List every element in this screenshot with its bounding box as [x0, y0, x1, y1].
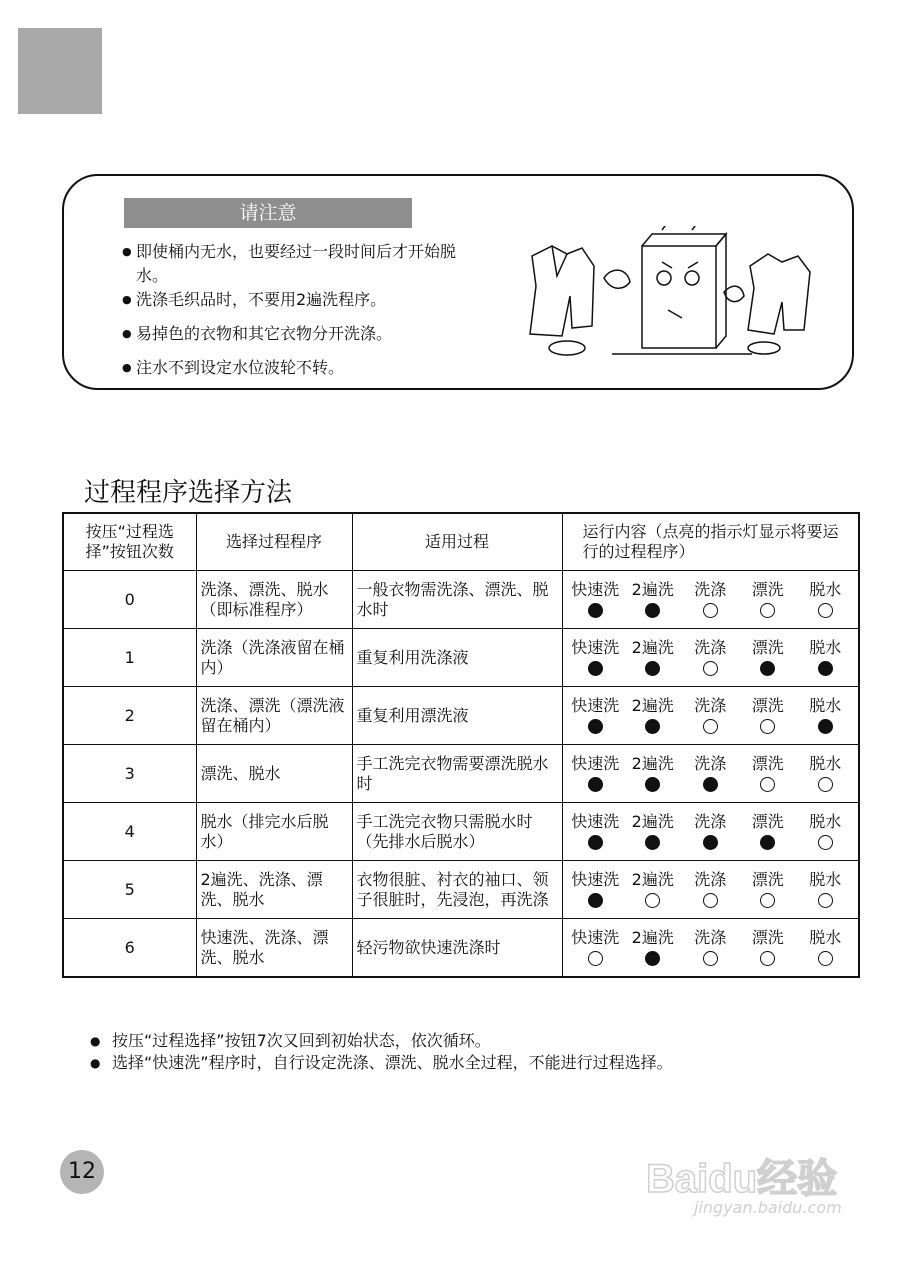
- cell-indicators: [562, 687, 859, 745]
- notice-title: 请注意: [124, 198, 412, 228]
- cell-presses: 5: [63, 861, 196, 919]
- notice-item: ● 即使桶内无水，也要经过一段时间后才开始脱水。: [122, 240, 482, 288]
- indicator-unlit-icon: [818, 951, 833, 966]
- indicator-label: 2遍洗: [631, 580, 674, 599]
- indicator-label: 脱水: [809, 638, 842, 657]
- indicator-unlit-icon: [703, 951, 718, 966]
- notice-box: [62, 174, 854, 390]
- indicator-unlit-icon: [760, 777, 775, 792]
- notice-item: ● 洗涤毛织品时，不要用2遍洗程序。: [122, 288, 482, 312]
- indicator-lit-icon: [645, 661, 660, 676]
- program-table: [62, 512, 860, 978]
- indicator-label: 2遍洗: [631, 638, 674, 657]
- indicator-label: 快速洗: [571, 580, 620, 599]
- baidu-watermark: [640, 1150, 860, 1230]
- indicator-unlit-icon: [818, 835, 833, 850]
- cell-indicators: [562, 629, 859, 687]
- indicator-label: 快速洗: [571, 928, 620, 947]
- page-number: 12: [60, 1150, 104, 1194]
- indicator-grid: [567, 755, 855, 792]
- indicator-label: 脱水: [809, 754, 842, 773]
- indicator-unlit-icon: [703, 719, 718, 734]
- indicator-label: 洗涤: [694, 812, 727, 831]
- cell-usage: 手工洗完衣物需要漂洗脱水时: [352, 745, 562, 803]
- indicator-lit-icon: [760, 835, 775, 850]
- table-body: [63, 571, 859, 978]
- indicator-lit-icon: [588, 719, 603, 734]
- indicator-label: 快速洗: [571, 696, 620, 715]
- indicator-grid: [567, 639, 855, 676]
- indicator-label: 洗涤: [694, 870, 727, 889]
- svg-text:Baidu经验: Baidu经验: [646, 1157, 838, 1201]
- indicator-label: 脱水: [809, 928, 842, 947]
- indicator-lit-icon: [818, 661, 833, 676]
- indicator-grid: [567, 871, 855, 908]
- cell-usage: 重复利用洗涤液: [352, 629, 562, 687]
- cell-program: 漂洗、脱水: [196, 745, 352, 803]
- indicator-grid: [567, 581, 855, 618]
- table-header-row: [63, 513, 859, 571]
- indicator-unlit-icon: [645, 893, 660, 908]
- cell-indicators: [562, 803, 859, 861]
- indicator-label: 2遍洗: [631, 812, 674, 831]
- indicator-unlit-icon: [703, 603, 718, 618]
- cell-presses: 3: [63, 745, 196, 803]
- indicator-label: 2遍洗: [631, 696, 674, 715]
- cell-presses: 1: [63, 629, 196, 687]
- indicator-lit-icon: [588, 661, 603, 676]
- indicator-lit-icon: [703, 835, 718, 850]
- table-row: [63, 919, 859, 978]
- footnotes: [90, 1030, 850, 1074]
- indicator-unlit-icon: [703, 661, 718, 676]
- indicator-label: 快速洗: [571, 638, 620, 657]
- table-row: [63, 629, 859, 687]
- section-title: 过程程序选择方法: [84, 478, 293, 508]
- indicator-label: 漂洗: [751, 696, 784, 715]
- footnote: ● 选择“快速洗”程序时，自行设定洗涤、漂洗、脱水全过程，不能进行过程选择。: [90, 1052, 850, 1074]
- table-row: [63, 687, 859, 745]
- indicator-label: 快速洗: [571, 870, 620, 889]
- indicator-label: 2遍洗: [631, 870, 674, 889]
- indicator-grid: [567, 697, 855, 734]
- cell-indicators: [562, 861, 859, 919]
- indicator-unlit-icon: [703, 893, 718, 908]
- header-presses: 按压“过程选择”按钮次数: [63, 513, 196, 571]
- indicator-label: 洗涤: [694, 754, 727, 773]
- indicator-label: 2遍洗: [631, 928, 674, 947]
- header-program: 选择过程程序: [196, 513, 352, 571]
- cell-presses: 6: [63, 919, 196, 978]
- indicator-label: 洗涤: [694, 928, 727, 947]
- indicator-lit-icon: [588, 835, 603, 850]
- indicator-label: 脱水: [809, 696, 842, 715]
- indicator-lit-icon: [588, 893, 603, 908]
- indicator-label: 洗涤: [694, 580, 727, 599]
- indicator-unlit-icon: [760, 893, 775, 908]
- indicator-unlit-icon: [588, 951, 603, 966]
- indicator-lit-icon: [818, 719, 833, 734]
- indicator-label: 漂洗: [751, 580, 784, 599]
- cell-usage: 轻污物欲快速洗涤时: [352, 919, 562, 978]
- cell-usage: 一般衣物需洗涤、漂洗、脱水时: [352, 571, 562, 629]
- indicator-lit-icon: [760, 661, 775, 676]
- table-row: [63, 803, 859, 861]
- cell-usage: 重复利用漂洗液: [352, 687, 562, 745]
- indicator-lit-icon: [645, 777, 660, 792]
- indicator-label: 漂洗: [751, 812, 784, 831]
- table-row: [63, 571, 859, 629]
- indicator-lit-icon: [645, 603, 660, 618]
- watermark-url: jingyan.baidu.com: [694, 1198, 842, 1217]
- cell-presses: 2: [63, 687, 196, 745]
- indicator-label: 脱水: [809, 870, 842, 889]
- corner-tab: [18, 28, 102, 114]
- notice-item: ● 易掉色的衣物和其它衣物分开洗涤。: [122, 322, 482, 346]
- indicator-lit-icon: [703, 777, 718, 792]
- cell-program: 洗涤、漂洗、脱水（即标准程序）: [196, 571, 352, 629]
- indicator-unlit-icon: [760, 719, 775, 734]
- cell-indicators: [562, 745, 859, 803]
- cell-program: 2遍洗、洗涤、漂洗、脱水: [196, 861, 352, 919]
- cell-indicators: [562, 919, 859, 978]
- cell-program: 洗涤、漂洗（漂洗液留在桶内）: [196, 687, 352, 745]
- indicator-label: 漂洗: [751, 754, 784, 773]
- indicator-lit-icon: [588, 777, 603, 792]
- baidu-logo-icon: [640, 1150, 860, 1202]
- indicator-unlit-icon: [818, 893, 833, 908]
- indicator-grid: [567, 813, 855, 850]
- indicator-grid: [567, 929, 855, 966]
- washing-machine-illustration: [512, 226, 812, 366]
- table-row: [63, 861, 859, 919]
- indicator-lit-icon: [588, 603, 603, 618]
- indicator-lit-icon: [645, 719, 660, 734]
- indicator-unlit-icon: [818, 777, 833, 792]
- indicator-label: 2遍洗: [631, 754, 674, 773]
- indicator-unlit-icon: [818, 603, 833, 618]
- indicator-unlit-icon: [760, 951, 775, 966]
- indicator-unlit-icon: [760, 603, 775, 618]
- indicator-label: 洗涤: [694, 638, 727, 657]
- cell-presses: 4: [63, 803, 196, 861]
- notice-item: ● 注水不到设定水位波轮不转。: [122, 356, 482, 380]
- indicator-label: 漂洗: [751, 638, 784, 657]
- header-usage: 适用过程: [352, 513, 562, 571]
- header-content: 运行内容（点亮的指示灯显示将要运行的过程程序）: [562, 513, 859, 571]
- indicator-label: 洗涤: [694, 696, 727, 715]
- footnote: ● 按压“过程选择”按钮7次又回到初始状态，依次循环。: [90, 1030, 850, 1052]
- indicator-label: 脱水: [809, 812, 842, 831]
- indicator-label: 快速洗: [571, 812, 620, 831]
- cell-usage: 手工洗完衣物只需脱水时（先排水后脱水）: [352, 803, 562, 861]
- cell-usage: 衣物很脏、衬衣的袖口、领子很脏时，先浸泡，再洗涤: [352, 861, 562, 919]
- indicator-lit-icon: [645, 951, 660, 966]
- cell-program: 脱水（排完水后脱水）: [196, 803, 352, 861]
- cell-program: 洗涤（洗涤液留在桶内）: [196, 629, 352, 687]
- indicator-label: 漂洗: [751, 928, 784, 947]
- cell-program: 快速洗、洗涤、漂洗、脱水: [196, 919, 352, 978]
- cell-presses: 0: [63, 571, 196, 629]
- indicator-lit-icon: [645, 835, 660, 850]
- indicator-label: 漂洗: [751, 870, 784, 889]
- indicator-label: 脱水: [809, 580, 842, 599]
- table-row: [63, 745, 859, 803]
- notice-list: [122, 240, 482, 380]
- indicator-label: 快速洗: [571, 754, 620, 773]
- cell-indicators: [562, 571, 859, 629]
